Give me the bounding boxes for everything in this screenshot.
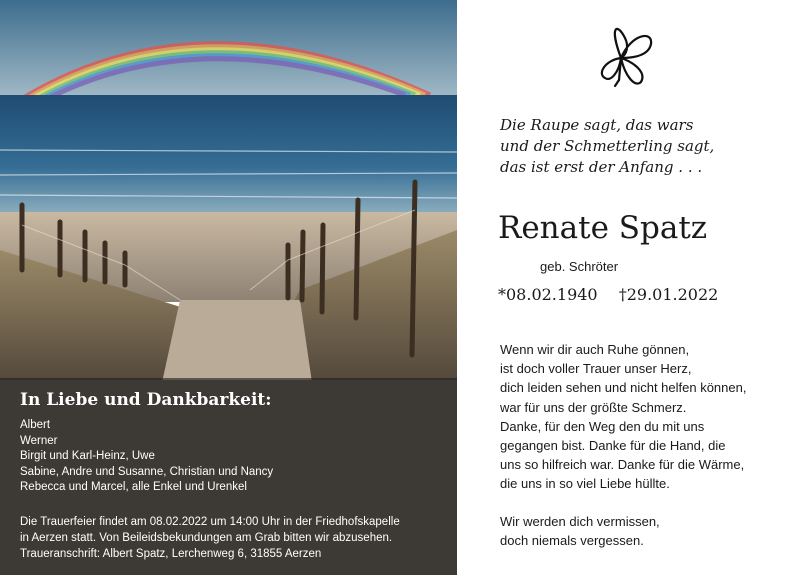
notice-line: in Aerzen statt. Von Beileidsbekundungen am Grab bitten wir abzusehen. (20, 532, 393, 544)
life-dates (498, 285, 734, 304)
mourner-line: Sabine, Andre und Susanne, Christian und Nancy (20, 465, 274, 478)
mourner-line: Albert (20, 419, 51, 431)
poem-line: die uns in so viel Liebe hüllte. (500, 476, 670, 492)
poem-line: war für uns der größte Schmerz. (500, 399, 687, 415)
quote-line: und der Schmetterling sagt, (500, 137, 715, 155)
mourner-line: Werner (20, 434, 58, 447)
closing-text (500, 512, 660, 550)
death-date: †29.01.2022 (618, 285, 719, 304)
closing-line: Wir werden dich vermissen, (500, 514, 660, 529)
poem-line: ist doch voller Trauer unser Herz, (500, 361, 692, 377)
birth-name: geb. Schröter (540, 259, 619, 274)
mourners-heading: In Liebe und Dankbarkeit: (20, 390, 272, 410)
notice-line: Die Trauerfeier findet am 08.02.2022 um 14:00 Uhr in der Friedhofskapelle (20, 516, 400, 528)
quote-line: das ist erst der Anfang . . . (500, 158, 703, 176)
butterfly-icon (591, 20, 663, 90)
poem-line: uns so hilfreich war. Danke für die Wärme, (500, 457, 745, 473)
quote-text (500, 115, 714, 178)
closing-line: doch niemals vergessen. (500, 533, 644, 549)
quote-line: Die Raupe sagt, das wars (500, 116, 694, 134)
mourner-line: Birgit und Karl-Heinz, Uwe (20, 450, 155, 462)
mourners-list (20, 418, 273, 496)
mourner-line: Rebecca und Marcel, alle Enkel und Urenkel (20, 481, 247, 493)
poem-line: dich leiden sehen und nicht helfen können, (500, 380, 747, 396)
funeral-notice (20, 514, 400, 562)
poem-line: gegangen bist. Danke für die Hand, die (500, 438, 726, 454)
poem-text (500, 340, 746, 494)
birth-date: *08.02.1940 (498, 285, 598, 304)
notice-line: Traueranschrift: Albert Spatz, Lerchenweg 6, 31855 Aerzen (20, 548, 322, 560)
deceased-name: Renate Spatz (498, 210, 708, 246)
poem-line: Wenn wir dir auch Ruhe gönnen, (500, 342, 690, 357)
poem-line: Danke, für den Weg den du mit uns (500, 418, 705, 434)
